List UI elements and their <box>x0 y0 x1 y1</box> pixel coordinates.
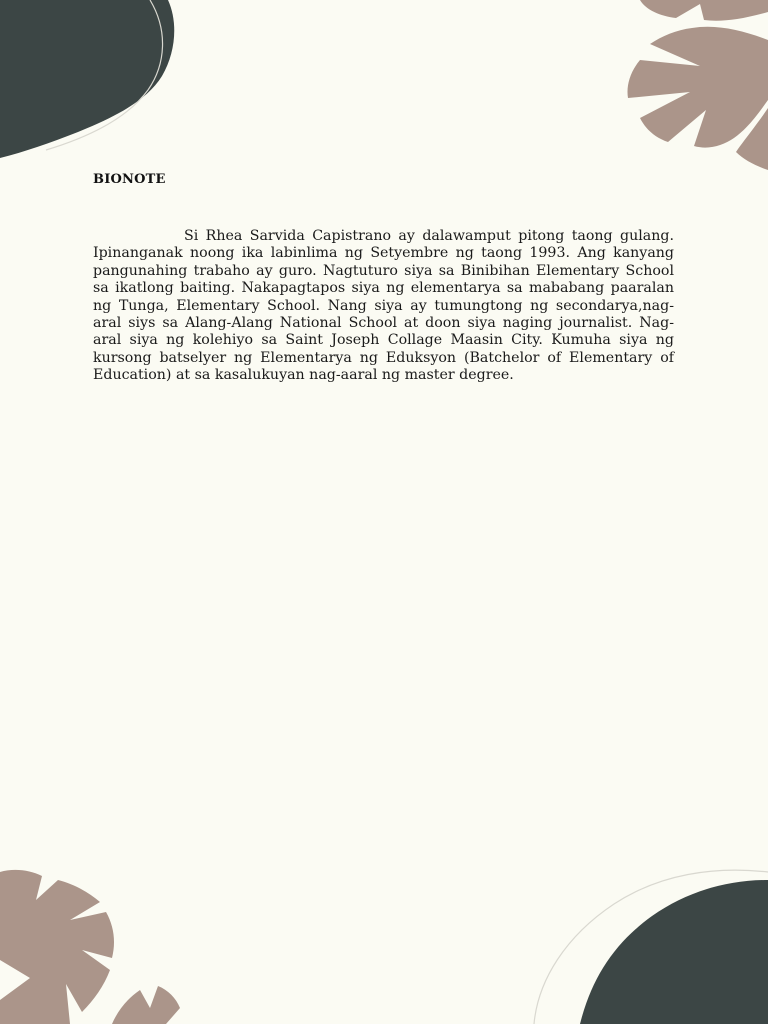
top-left-dark-blob <box>0 0 174 158</box>
bottom-right-outline-curve <box>534 870 768 1024</box>
bio-paragraph: Si Rhea Sarvida Capistrano ay dalawamput pitong taong gulang. Ipinanganak noong ika labinlima ng Setyembre ng taong 1993. Ang kanyang pangunahing trabaho ay guro. Nagtuturo siya sa Binibihan Elementary School sa ikatlong baiting. Nakapagtapos siya ng elementarya sa mababang paaralan ng Tunga, Elementary School. Nang siya ay tumungtong ng secondarya,nag-aral siys sa Alang-Alang National School at doon siya naging journalist. Nag-aral siya ng kolehiyo sa Saint Joseph Collage Maasin City. Kumuha siya ng kursong batselyer ng Elementarya ng Eduksyon (Batchelor of Elementary of Education) at sa kasalukuyan nag-aaral ng master degree. <box>93 228 674 384</box>
top-left-outline-curve <box>46 0 163 150</box>
top-right-leaf-icon <box>628 0 768 170</box>
bottom-left-leaf-icon <box>0 870 180 1024</box>
page-title: BIONOTE <box>93 172 166 187</box>
bottom-right-dark-blob <box>580 880 768 1024</box>
